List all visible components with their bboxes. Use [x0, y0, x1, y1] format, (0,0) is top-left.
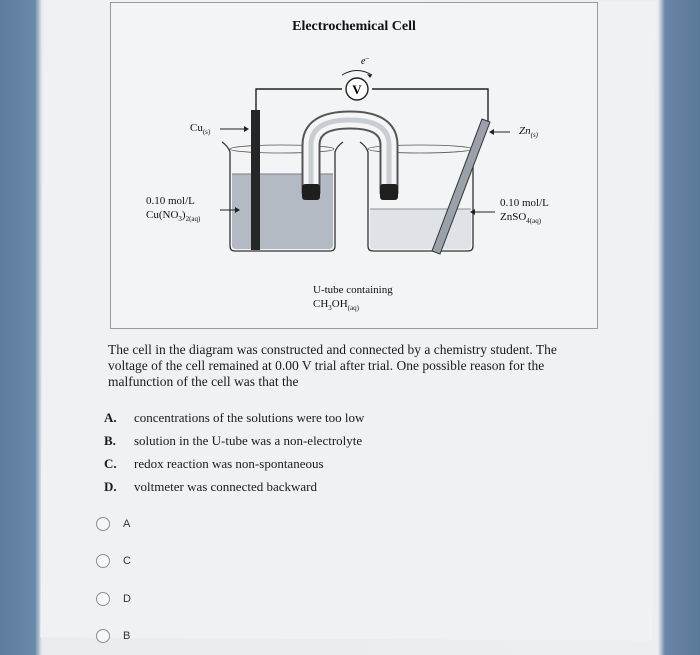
- zn-pointer-icon: [489, 129, 494, 135]
- option-list: [104, 410, 364, 502]
- choice-label: B: [123, 630, 130, 642]
- radio-button[interactable]: [96, 554, 110, 568]
- radio-button[interactable]: [96, 592, 110, 606]
- choice-a[interactable]: [96, 505, 131, 543]
- left-plug: [302, 184, 320, 200]
- electron-label: e–: [361, 54, 369, 67]
- choice-label: D: [123, 593, 131, 605]
- radio-button[interactable]: [96, 517, 110, 531]
- right-wire: [372, 89, 488, 122]
- right-plug: [380, 184, 398, 200]
- figure-title: Electrochemical Cell: [111, 19, 597, 35]
- copper-electrode: [251, 110, 260, 250]
- choice-c[interactable]: [96, 543, 131, 581]
- answer-choices: [96, 505, 131, 655]
- option-c: C. redox reaction was non-spontaneous: [104, 456, 364, 479]
- option-d: D. voltmeter was connected backward: [104, 479, 364, 502]
- label-zn-solid: $Zn_{(s)}$: [519, 124, 538, 142]
- radio-button[interactable]: [96, 629, 110, 643]
- choice-label: C: [123, 555, 131, 567]
- label-zn-solution: ZnSO$_{4(aq)}$: [500, 210, 541, 228]
- question-text: The cell in the diagram was constructed and connected by a chemistry student. The voltage of the cell remained at 0.00 V trial after trial. One possible reason for the malfunction of the cell was that the: [108, 342, 598, 390]
- label-cu-solution: $Cu(NO_3)_{2(aq)}$: [146, 208, 200, 226]
- label-zn-concentration: 0.10 mol/L: [500, 196, 549, 210]
- choice-label: A: [123, 518, 130, 530]
- label-cu-solid: $Cu_{(s)}$: [190, 121, 210, 139]
- choice-b[interactable]: [96, 618, 131, 655]
- label-utube: U-tube containing $CH_3OH_{(aq)}$: [313, 283, 393, 315]
- electrochemical-cell-diagram: [110, 2, 596, 327]
- option-b: B. solution in the U-tube was a non-electrolyte: [104, 433, 364, 456]
- option-a: A. concentrations of the solutions were too low: [104, 410, 364, 433]
- cu-pointer-icon: [244, 126, 249, 132]
- left-wire: [256, 89, 342, 114]
- choice-d[interactable]: [96, 580, 131, 618]
- voltmeter-label: V: [352, 82, 362, 97]
- label-cu-concentration: 0.10 mol/L: [146, 194, 195, 208]
- right-beaker-solution: [370, 209, 471, 249]
